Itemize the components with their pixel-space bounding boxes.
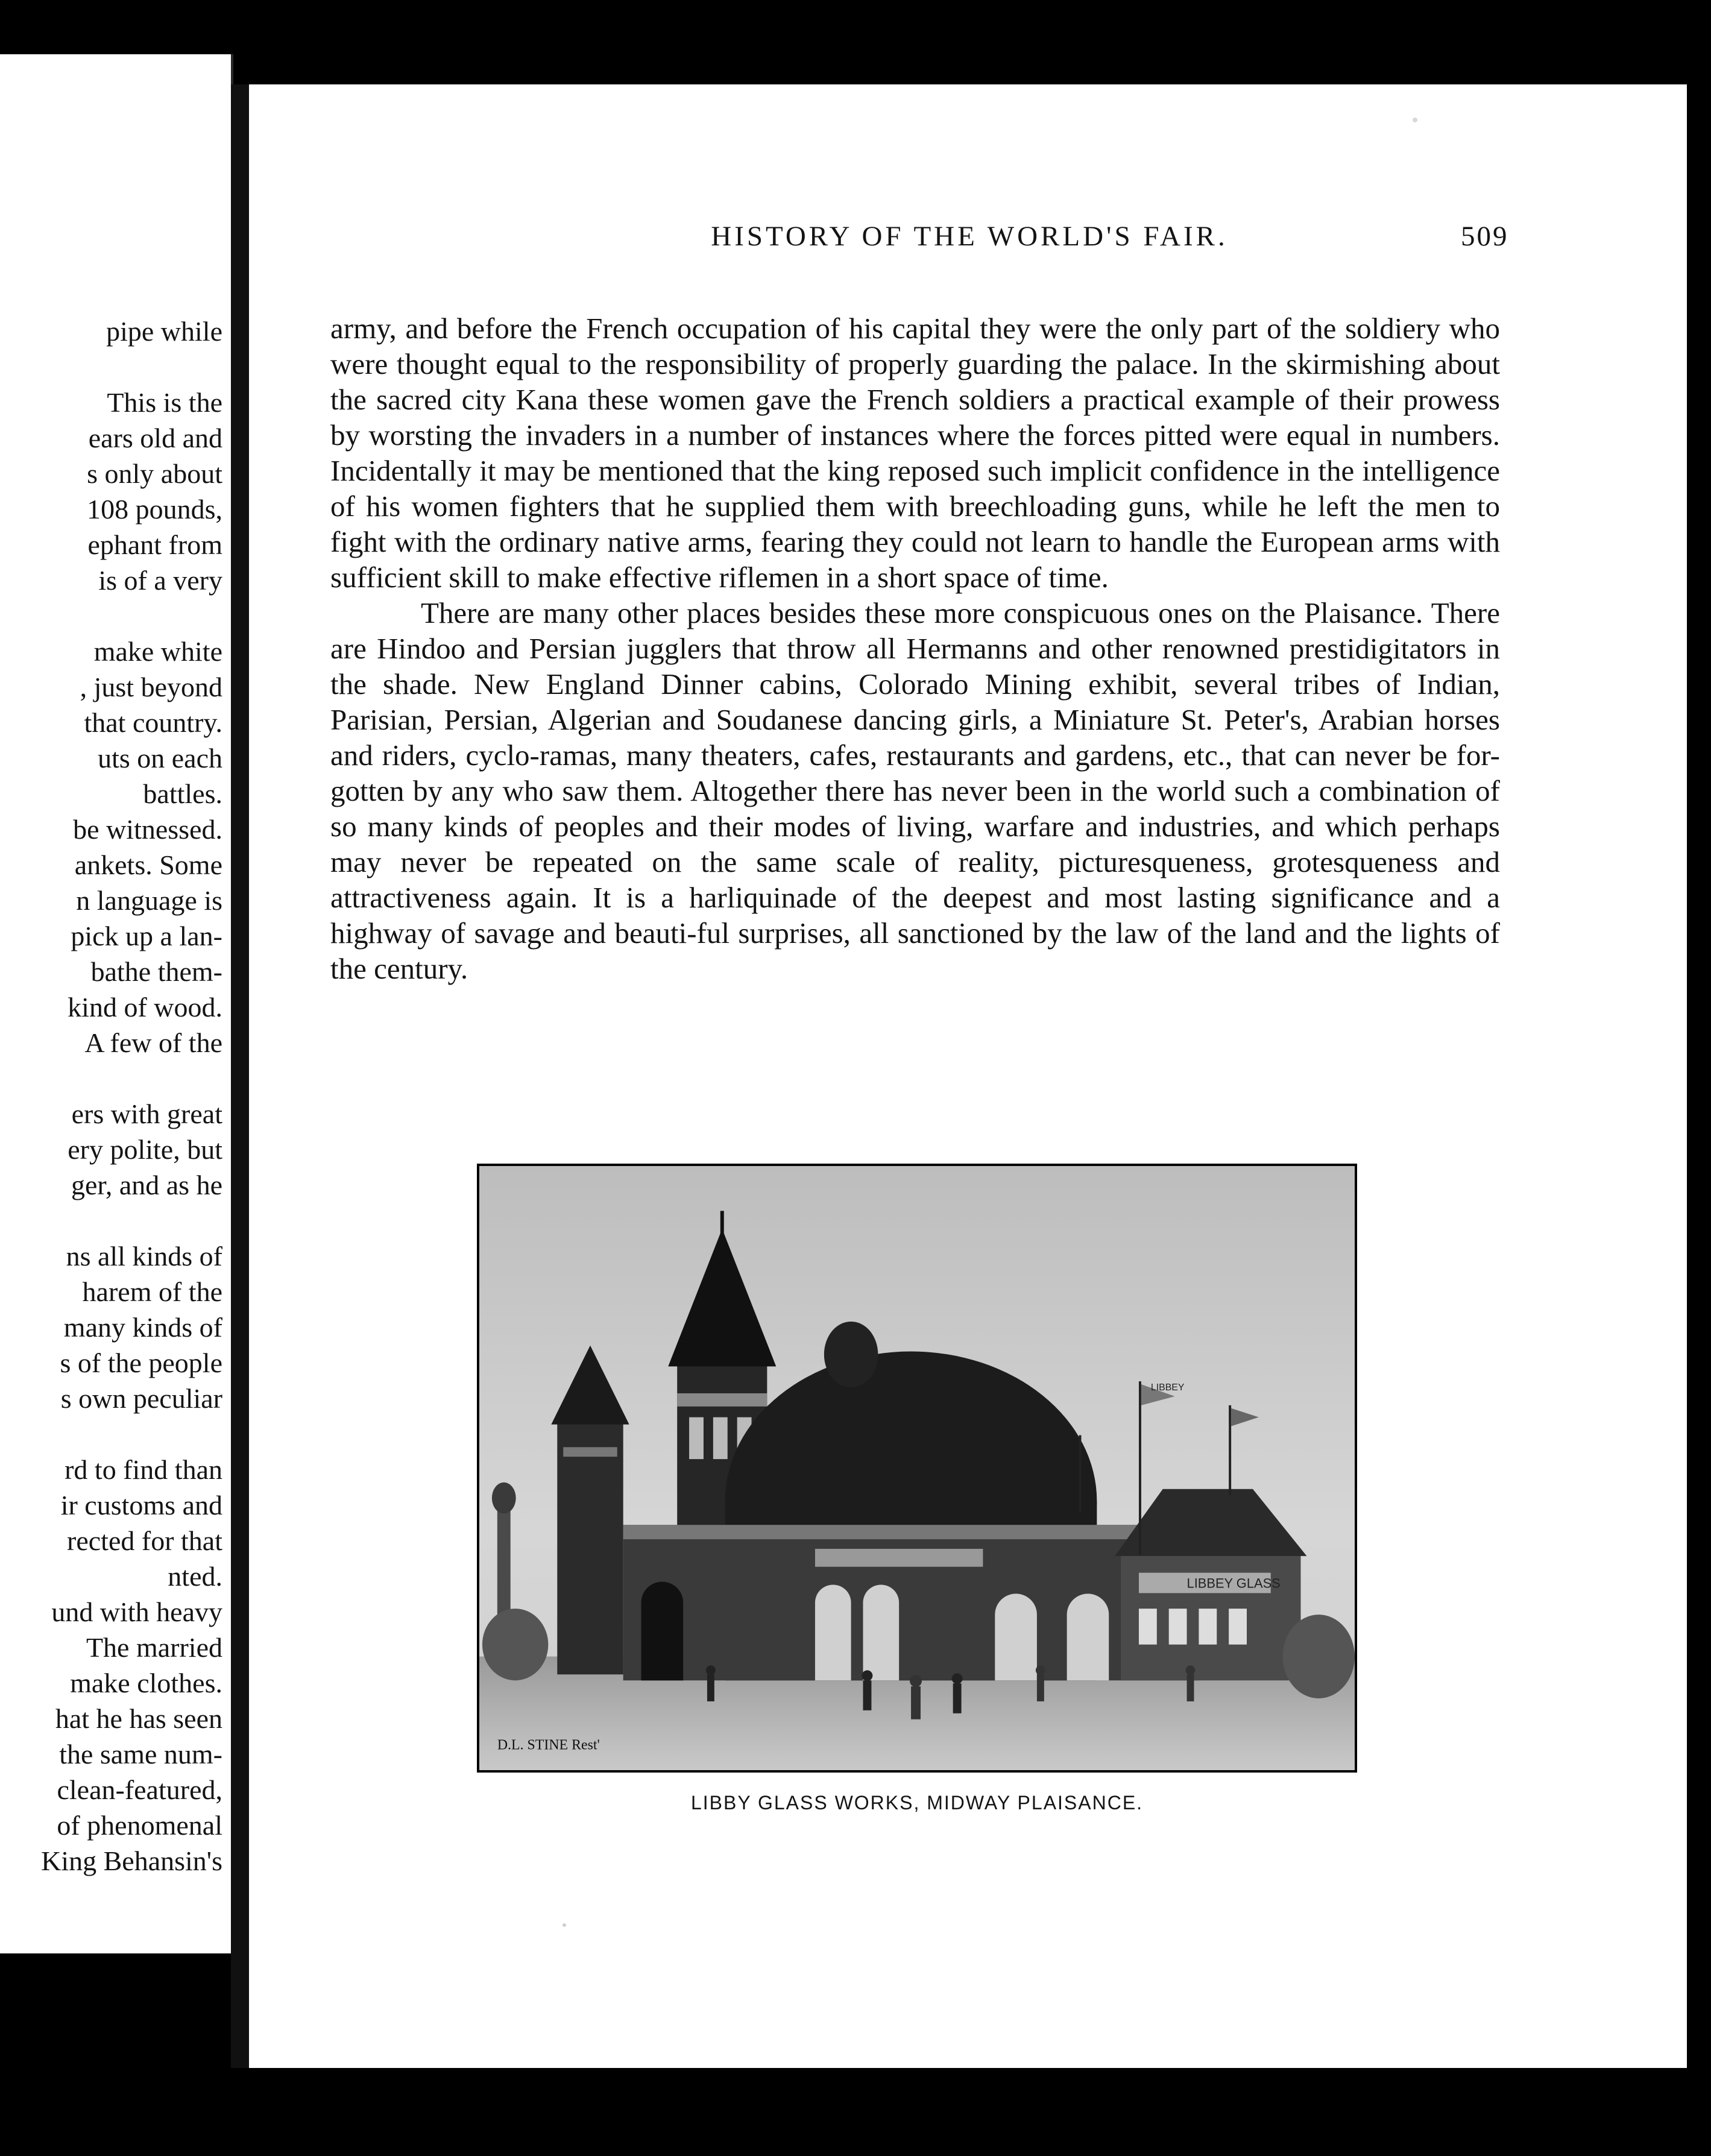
paragraph: army, and before the French occupation of his capital they were the only part of the soldiery who were thought equal to the responsibility of properly guarding the palace. In the skirmishing about the sacred city Kana these women gave the French soldiers a practical example of their prowess by worsting the invaders in a number of instances where the forces pitted were equal in numbers. Incidentally it may be mentioned that the king reposed such implicit confidence in the intelligence of his women fighters that he supplied them with breechloading guns, while he left the men to fight with the ordinary native arms, fearing they could not learn to handle the European arms with sufficient skill to make effective riflemen in a short space of time. [330,312,1500,594]
left-page-line: rd to find than [65,1454,222,1485]
left-page-line: ears old and [88,423,222,453]
left-page-line: nted. [168,1561,222,1592]
line-gap [41,1203,222,1238]
left-page-line: hat he has seen [55,1703,222,1734]
left-page-line: harem of the [82,1276,222,1307]
left-page-line: kind of wood. [68,992,222,1023]
left-page-line: ankets. Some [74,849,222,880]
line-gap [41,1416,222,1452]
artist-signature: D.L. STINE Rest' [497,1737,600,1753]
line-gap [41,349,222,385]
left-page-line: ers with great [71,1098,222,1129]
left-page-line: ephant from [87,529,222,560]
left-page-line: uts on each [98,743,222,774]
left-page-line: clean-featured, [57,1774,222,1805]
left-page-text [41,314,222,1879]
paper-speck [1413,118,1417,122]
left-page-line: King Behansin's [41,1846,222,1876]
left-page-line: s own peculiar [60,1383,222,1414]
left-page [0,54,233,1953]
line-gap [41,598,222,634]
left-page-line: s of the people [60,1348,222,1378]
book-gutter [231,84,249,2068]
left-page-line: pipe while [106,316,222,347]
left-page-line: s only about [87,458,222,489]
left-page-line: 108 pounds, [87,494,222,525]
paragraph: There are many other places besides these more conspicuous ones on the Plaisance. There are Hindoo and Persian jugglers that throw all Hermanns and other renowned prestidigitators in the shade. New England Dinner cabins, Colorado Mining exhibit, several tribes of Indian, Parisian, Persian, Algerian and Soudanese dancing girls, a Miniature St. Peter's, Arabian horses and riders, cyclo-ramas, many theaters, cafes, restaurants and gardens, etc., that can never be for-gotten by any who saw them. Altogether there has never been in the world such a combination of so many kinds of peoples and their modes of living, warfare and industries, and which perhaps may never be repeated on the same scale of reality, picturesqueness, grotesqueness and attractiveness again. It is a harliquinade of the deepest and most lasting significance and a highway of savage and beauti-ful surprises, all sanctioned by the law of the land and the lights of the century. [330,596,1500,985]
left-page-line: make white [93,636,222,667]
right-page [249,84,1687,2068]
flag-sign: LIBBEY [1150,1382,1185,1393]
running-header: HISTORY OF THE WORLD'S FAIR. [711,221,1228,252]
left-page-line: A few of the [84,1027,222,1058]
engraving-drawing [479,1166,1355,1770]
left-page-line: ir customs and [60,1490,222,1521]
left-page-line: pick up a lan- [71,921,222,951]
building-sign-glass: LIBBEY GLASS [1186,1575,1281,1591]
left-page-line: This is the [107,387,222,418]
left-page-line: of phenomenal [57,1810,222,1841]
left-page-line: ns all kinds of [66,1241,222,1272]
left-page-line: The married [86,1632,222,1663]
left-page-line: make clothes. [70,1668,222,1698]
left-page-line: und with heavy [51,1597,222,1627]
left-page-line: many kinds of [63,1312,222,1343]
left-page-line: that country. [84,707,222,738]
left-page-line: , just beyond [80,672,222,702]
left-page-line: battles. [143,778,222,809]
left-page-line: is of a very [98,565,222,596]
left-page-line: be witnessed. [73,814,222,845]
libby-glass-works-illustration [477,1164,1357,1773]
paper-speck [562,1923,566,1927]
left-page-line: ery polite, but [68,1134,222,1165]
line-gap [41,1061,222,1096]
page-number: 509 [1461,221,1509,252]
left-page-line: bathe them- [90,956,222,987]
left-page-line: n language is [76,885,222,916]
left-page-line: the same num- [59,1739,222,1770]
illustration-caption: LIBBY GLASS WORKS, MIDWAY PLAISANCE. [690,1792,1144,1814]
left-page-line: ger, and as he [71,1170,222,1200]
body-text [330,310,1500,986]
left-page-line: rected for that [67,1525,222,1556]
